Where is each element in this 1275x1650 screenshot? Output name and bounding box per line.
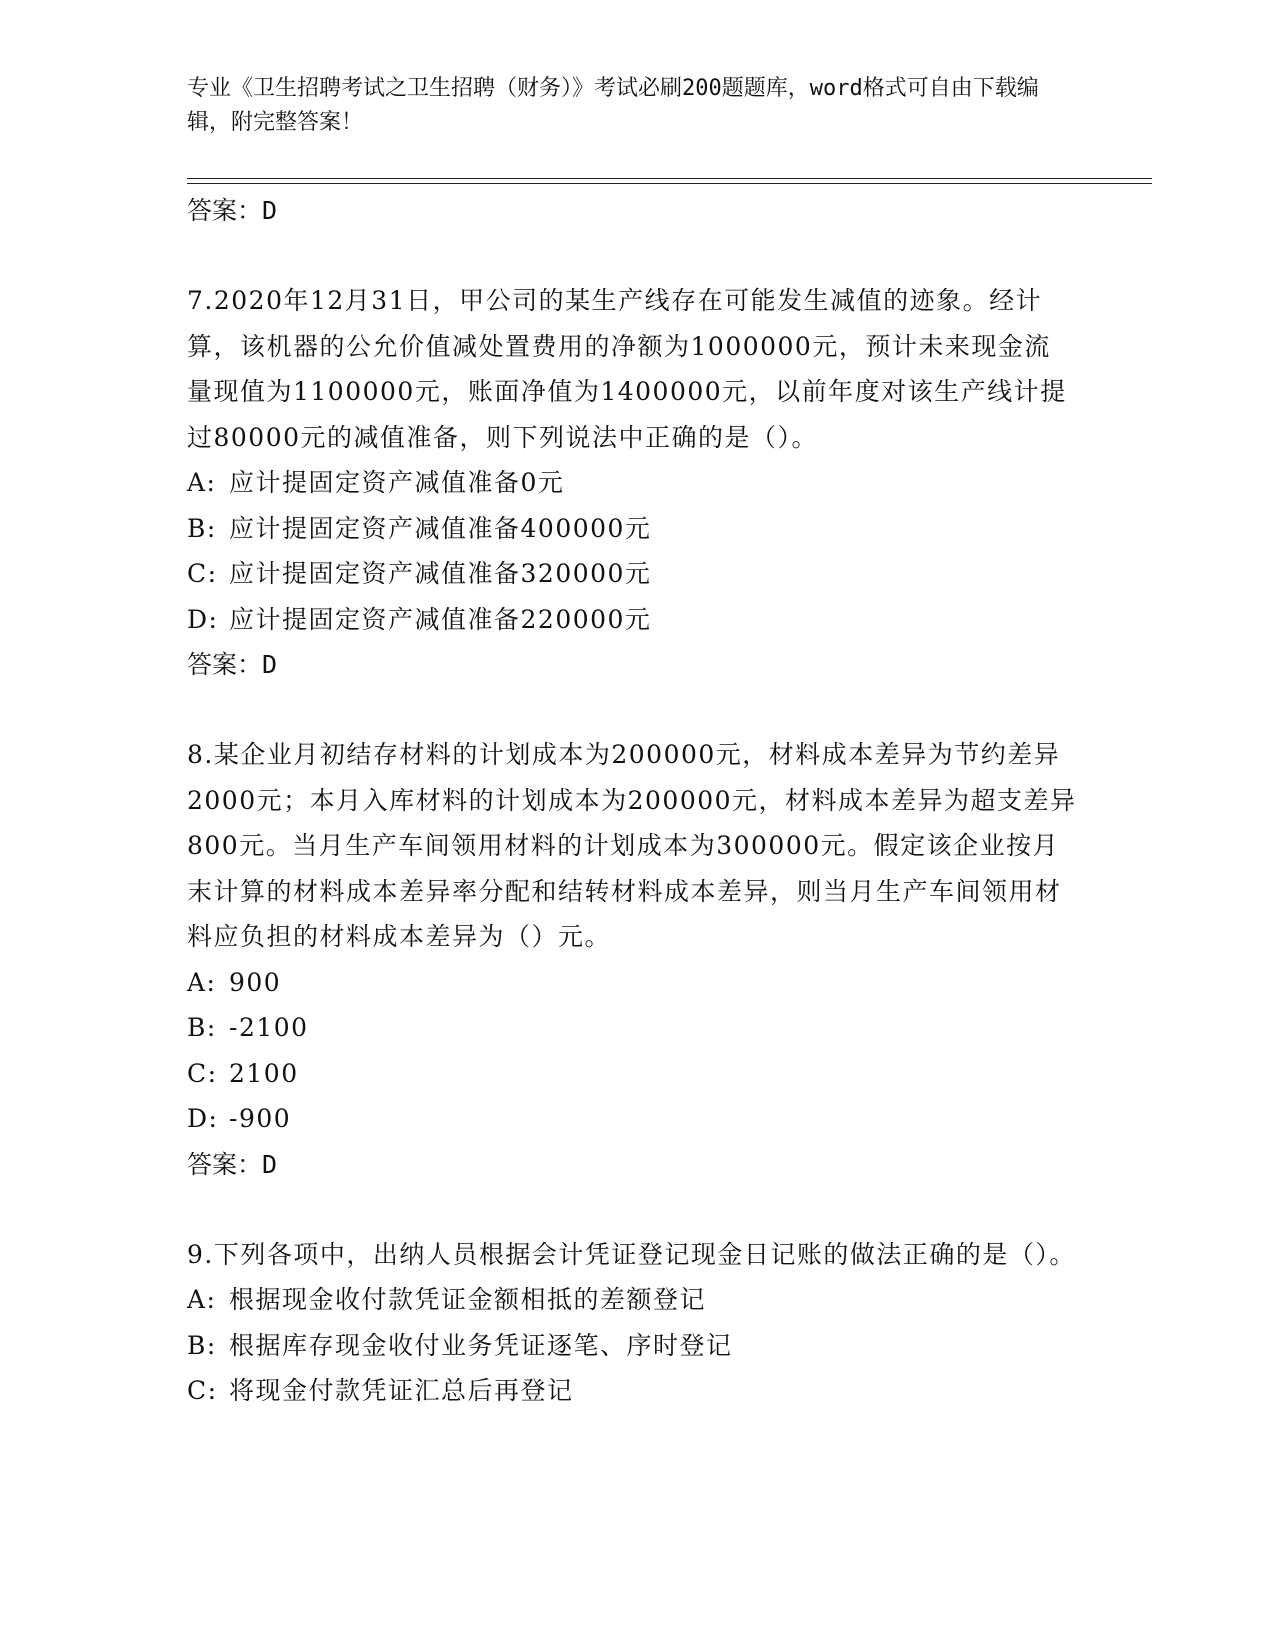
option-d	[187, 597, 1077, 643]
answer-line	[187, 188, 1077, 234]
block-spacer	[187, 234, 1077, 278]
option-c	[187, 1368, 1077, 1414]
question-block-8	[187, 732, 1077, 1188]
option-c	[187, 1051, 1077, 1097]
option-key: D:	[187, 604, 219, 634]
option-a	[187, 460, 1077, 506]
option-text: 900	[229, 967, 282, 997]
option-key: A:	[187, 468, 217, 497]
question-stem: 8.某企业月初结存材料的计划成本为200000元，材料成本差异为节约差异2000元；本月入库材料的计划成本为200000元，材料成本差异为超支差异800元。当月生产车间领用材料的计划成本为300000元。假定该企业按月末计算的材料成本差异率分配和结转材料成本差异，则当月生产车间领用材料应负担的材料成本差异为（）元。	[187, 740, 1077, 951]
option-text: 将现金付款凭证汇总后再登记	[229, 1376, 574, 1405]
option-text: -2100	[229, 1013, 309, 1042]
header-rule-top	[187, 178, 1152, 179]
answer-label: 答案：	[187, 1149, 263, 1179]
block-spacer	[187, 1188, 1077, 1232]
answer-value: D	[262, 196, 278, 225]
option-key: C:	[187, 1376, 218, 1405]
document-body	[187, 188, 1077, 1414]
option-key: B:	[187, 513, 217, 543]
option-b	[187, 1005, 1077, 1051]
page-header: 专业《卫生招聘考试之卫生招聘（财务）》考试必刷200题题库，word格式可自由下载编辑，附完整答案！	[187, 76, 1039, 135]
answer-line	[187, 642, 1077, 688]
question-stem: 7.2020年12月31日，甲公司的某生产线存在可能发生减值的迹象。经计算，该机器的公允价值减处置费用的净额为1000000元，预计未来现金流量现值为1100000元，账面净值为1400000元，以前年度对该生产线计提过80000元的减值准备，则下列说法中正确的是（）。	[187, 286, 1067, 452]
option-text: 应计提固定资产减值准备220000元	[229, 604, 652, 634]
option-key: D:	[187, 1104, 219, 1133]
option-key: A:	[187, 1285, 217, 1314]
option-key: B:	[187, 1330, 217, 1360]
option-b	[187, 1323, 1077, 1369]
answer-value: D	[262, 1149, 278, 1179]
option-text: -900	[229, 1104, 292, 1133]
question-stem: 9.下列各项中，出纳人员根据会计凭证登记现金日记账的做法正确的是（）。	[187, 1239, 1076, 1269]
answer-value: D	[262, 650, 278, 679]
option-a	[187, 960, 1077, 1006]
option-a	[187, 1277, 1077, 1323]
question-block-7	[187, 278, 1077, 688]
option-c	[187, 551, 1077, 597]
option-text: 应计提固定资产减值准备320000元	[229, 559, 652, 588]
header-rule-bottom	[187, 183, 1152, 184]
option-text: 应计提固定资产减值准备0元	[229, 468, 565, 497]
option-b	[187, 506, 1077, 552]
answer-label: 答案：	[187, 650, 263, 679]
option-text: 应计提固定资产减值准备400000元	[229, 513, 652, 543]
option-d	[187, 1096, 1077, 1142]
option-text: 根据库存现金收付业务凭证逐笔、序时登记	[229, 1330, 733, 1360]
option-text: 2100	[229, 1058, 299, 1088]
option-key: B:	[187, 1013, 217, 1042]
answer-label: 答案：	[187, 196, 263, 225]
option-key: C:	[187, 559, 218, 588]
answer-line	[187, 1142, 1077, 1188]
block-spacer	[187, 688, 1077, 732]
question-block-9	[187, 1232, 1077, 1414]
option-text: 根据现金收付款凭证金额相抵的差额登记	[229, 1285, 707, 1314]
option-key: C:	[187, 1058, 218, 1088]
option-key: A:	[187, 967, 217, 997]
